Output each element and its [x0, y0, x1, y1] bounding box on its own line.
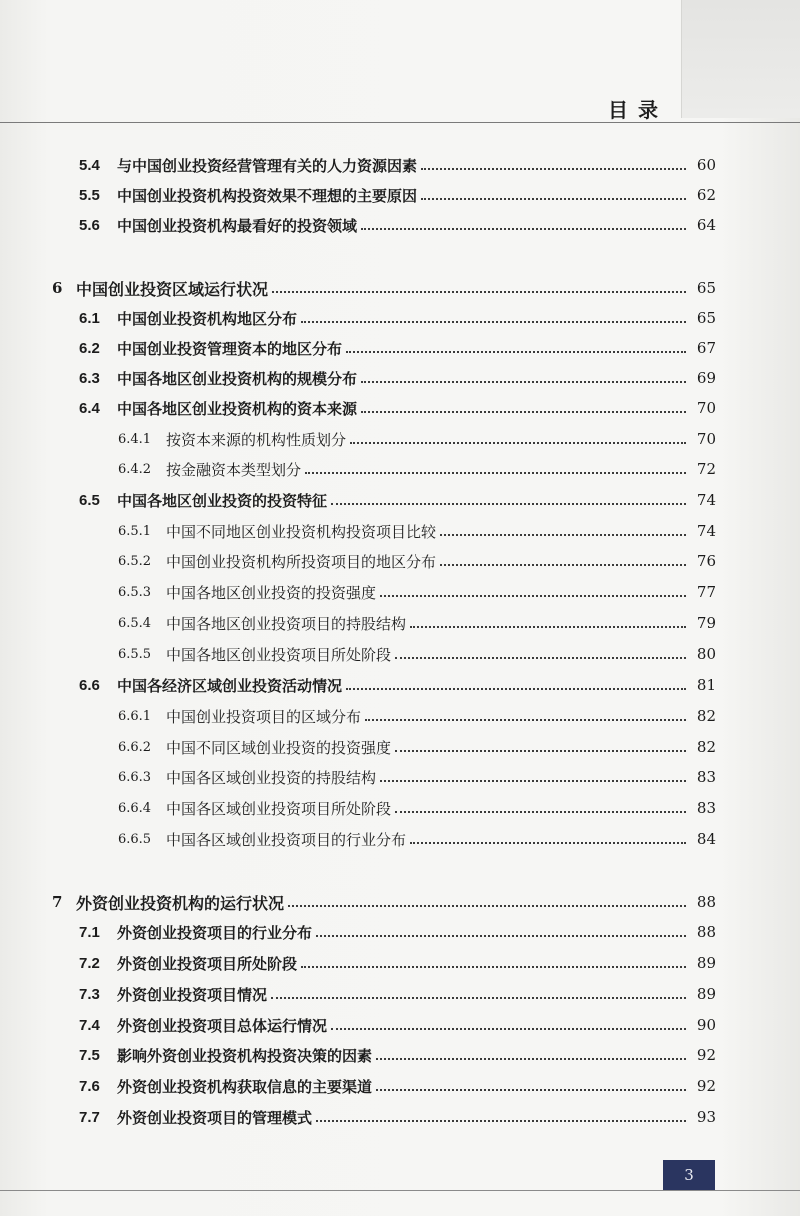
toc-entry-title: 外资创业投资项目总体运行情况 [117, 1016, 328, 1035]
toc-subentry[interactable] [0, 828, 800, 850]
toc-entry-title: 外资创业投资项目情况 [117, 985, 268, 1004]
footer-rule [0, 1190, 800, 1191]
toc-leader-dots [331, 503, 686, 505]
toc-entry-page: 80 [696, 645, 716, 663]
toc-subentry[interactable] [0, 766, 800, 788]
page-corner-tab [681, 0, 800, 118]
toc-entry[interactable] [0, 367, 800, 389]
toc-entry-title: 中国创业投资机构投资效果不理想的主要原因 [117, 186, 418, 205]
toc-entry-number: 5.4 [79, 156, 100, 174]
toc-entry-title: 中国各地区创业投资项目的持股结构 [166, 614, 407, 633]
toc-leader-dots [365, 719, 686, 721]
toc-entry-page: 69 [696, 369, 716, 387]
toc-entry[interactable] [0, 1044, 800, 1066]
toc-entry-number: 6.4.1 [118, 431, 152, 447]
toc-entry-title: 影响外资创业投资机构投资决策的因素 [117, 1046, 373, 1065]
toc-entry[interactable] [0, 983, 800, 1005]
toc-entry-page: 89 [696, 954, 716, 972]
toc-subentry[interactable] [0, 520, 800, 542]
toc-entry-number: 6.5.3 [118, 584, 152, 600]
toc-entry-page: 70 [696, 430, 716, 448]
toc-entry-number: 6.5 [79, 491, 100, 509]
page-header-title: 目录 [608, 98, 668, 122]
toc-entry-page: 70 [696, 399, 716, 417]
header-rule [0, 122, 800, 123]
toc-entry-page: 60 [696, 156, 716, 174]
toc-entry[interactable] [0, 214, 800, 236]
toc-chapter-entry[interactable] [0, 891, 800, 913]
toc-subentry[interactable] [0, 797, 800, 819]
toc-leader-dots [395, 750, 686, 752]
toc-entry-page: 83 [696, 799, 716, 817]
toc-leader-dots [288, 905, 686, 907]
toc-entry-page: 83 [696, 768, 716, 786]
toc-entry-page: 89 [696, 985, 716, 1003]
toc-entry-title: 中国不同区域创业投资的投资强度 [166, 738, 392, 757]
toc-entry-number: 5.6 [79, 216, 100, 234]
toc-leader-dots [376, 1089, 686, 1091]
toc-entry-page: 76 [696, 552, 716, 570]
toc-entry-number: 6 [52, 279, 63, 297]
toc-entry[interactable] [0, 337, 800, 359]
toc-entry-number: 6.5.1 [118, 523, 152, 539]
toc-subentry[interactable] [0, 458, 800, 480]
toc-entry-number: 6.3 [79, 369, 100, 387]
toc-entry-page: 79 [696, 614, 716, 632]
toc-entry-title: 中国不同地区创业投资机构投资项目比较 [166, 522, 437, 541]
toc-entry-page: 62 [696, 186, 716, 204]
toc-entry-page: 72 [696, 460, 716, 478]
toc-entry-page: 64 [696, 216, 716, 234]
toc-entry-number: 7.7 [79, 1108, 100, 1126]
toc-entry-page: 82 [696, 707, 716, 725]
toc-entry-number: 6.5.2 [118, 553, 152, 569]
toc-entry-number: 6.6 [79, 676, 100, 694]
toc-entry-title: 外资创业投资项目的管理模式 [117, 1108, 313, 1127]
toc-entry-number: 6.6.2 [118, 739, 152, 755]
toc-leader-dots [346, 351, 686, 353]
toc-leader-dots [395, 657, 686, 659]
toc-entry-title: 中国各地区创业投资的投资强度 [166, 583, 377, 602]
toc-entry-title: 按金融资本类型划分 [166, 460, 302, 479]
toc-leader-dots [331, 1028, 686, 1030]
toc-entry-number: 6.5.4 [118, 615, 152, 631]
toc-leader-dots [350, 442, 686, 444]
toc-entry-page: 82 [696, 738, 716, 756]
toc-entry-number: 6.6.5 [118, 831, 152, 847]
toc-leader-dots [361, 411, 686, 413]
toc-entry-title: 中国各地区创业投资机构的资本来源 [117, 399, 358, 418]
toc-entry-title: 中国创业投资项目的区域分布 [166, 707, 362, 726]
toc-entry-number: 6.4 [79, 399, 100, 417]
toc-leader-dots [410, 626, 686, 628]
toc-entry-title: 按资本来源的机构性质划分 [166, 430, 347, 449]
toc-entry-page: 84 [696, 830, 716, 848]
toc-entry-number: 6.6.1 [118, 708, 152, 724]
toc-leader-dots [380, 595, 686, 597]
toc-chapter-entry[interactable] [0, 277, 800, 299]
toc-entry-page: 90 [696, 1016, 716, 1034]
toc-entry-title: 中国各地区创业投资机构的规模分布 [117, 369, 358, 388]
toc-entry[interactable] [0, 674, 800, 696]
toc-entry-title: 中国创业投资机构地区分布 [117, 309, 298, 328]
toc-entry-page: 92 [696, 1077, 716, 1095]
toc-entry-number: 6.2 [79, 339, 100, 357]
toc-entry-title: 中国创业投资机构所投资项目的地区分布 [166, 552, 437, 571]
toc-entry-title: 中国各经济区域创业投资活动情况 [117, 676, 343, 695]
toc-subentry[interactable] [0, 550, 800, 572]
toc-entry-title: 中国各区域创业投资项目所处阶段 [166, 799, 392, 818]
toc-entry-title: 外资创业投资项目所处阶段 [117, 954, 298, 973]
toc-entry-page: 65 [696, 309, 716, 327]
toc-entry-number: 6.1 [79, 309, 100, 327]
toc-entry-title: 中国各地区创业投资项目所处阶段 [166, 645, 392, 664]
toc-entry-title: 外资创业投资机构的运行状况 [76, 893, 285, 913]
toc-entry-number: 6.6.4 [118, 800, 152, 816]
toc-entry[interactable] [0, 1014, 800, 1036]
toc-entry-page: 65 [696, 279, 716, 297]
toc-entry-title: 中国创业投资管理资本的地区分布 [117, 339, 343, 358]
toc-entry-number: 7.1 [79, 923, 100, 941]
toc-entry-number: 7.2 [79, 954, 100, 972]
toc-entry-page: 74 [696, 491, 716, 509]
toc-leader-dots [305, 472, 686, 474]
toc-entry-title: 外资创业投资项目的行业分布 [117, 923, 313, 942]
toc-entry-page: 93 [696, 1108, 716, 1126]
toc-leader-dots [346, 688, 686, 690]
toc-entry-title: 与中国创业投资经营管理有关的人力资源因素 [117, 156, 418, 175]
toc-entry-page: 77 [696, 583, 716, 601]
toc-entry[interactable] [0, 184, 800, 206]
toc-leader-dots [421, 168, 686, 170]
toc-entry[interactable] [0, 1075, 800, 1097]
toc-entry-page: 81 [696, 676, 716, 694]
page-number-badge: 3 [663, 1160, 715, 1190]
toc-entry[interactable] [0, 489, 800, 511]
toc-entry[interactable] [0, 397, 800, 419]
toc-leader-dots [376, 1058, 686, 1060]
toc-leader-dots [301, 321, 686, 323]
toc-entry-title: 中国各地区创业投资的投资特征 [117, 491, 328, 510]
toc-entry-page: 67 [696, 339, 716, 357]
toc-entry-page: 74 [696, 522, 716, 540]
toc-entry-title: 中国各区域创业投资项目的行业分布 [166, 830, 407, 849]
toc-entry-number: 7 [52, 893, 63, 911]
toc-leader-dots [380, 780, 686, 782]
toc-entry[interactable] [0, 952, 800, 974]
toc-leader-dots [316, 1120, 686, 1122]
toc-entry-number: 6.6.3 [118, 769, 152, 785]
toc-subentry[interactable] [0, 428, 800, 450]
toc-entry-page: 92 [696, 1046, 716, 1064]
toc-subentry[interactable] [0, 705, 800, 727]
toc-entry-title: 中国各区域创业投资的持股结构 [166, 768, 377, 787]
toc-leader-dots [440, 534, 686, 536]
toc-entry-title: 中国创业投资机构最看好的投资领域 [117, 216, 358, 235]
toc-entry[interactable] [0, 154, 800, 176]
toc-entry-number: 6.4.2 [118, 461, 152, 477]
toc-entry-number: 7.4 [79, 1016, 100, 1034]
toc-subentry[interactable] [0, 612, 800, 634]
toc-entry-number: 6.5.5 [118, 646, 152, 662]
toc-entry[interactable] [0, 1106, 800, 1128]
toc-entry-number: 7.5 [79, 1046, 100, 1064]
toc-leader-dots [410, 842, 686, 844]
toc-leader-dots [361, 381, 686, 383]
toc-leader-dots [272, 291, 686, 293]
toc-leader-dots [301, 966, 686, 968]
toc-entry-number: 7.6 [79, 1077, 100, 1095]
toc-leader-dots [440, 564, 686, 566]
toc-entry-number: 7.3 [79, 985, 100, 1003]
toc-entry-page: 88 [696, 893, 716, 911]
toc-leader-dots [395, 811, 686, 813]
toc-subentry[interactable] [0, 736, 800, 758]
toc-subentry[interactable] [0, 643, 800, 665]
toc-entry[interactable] [0, 307, 800, 329]
toc-entry-page: 88 [696, 923, 716, 941]
toc-leader-dots [316, 935, 686, 937]
toc-entry-title: 中国创业投资区域运行状况 [76, 279, 269, 299]
toc-entry-title: 外资创业投资机构获取信息的主要渠道 [117, 1077, 373, 1096]
toc-leader-dots [271, 997, 686, 999]
toc-subentry[interactable] [0, 581, 800, 603]
toc-entry-number: 5.5 [79, 186, 100, 204]
toc-leader-dots [361, 228, 686, 230]
toc-entry[interactable] [0, 921, 800, 943]
toc-leader-dots [421, 198, 686, 200]
